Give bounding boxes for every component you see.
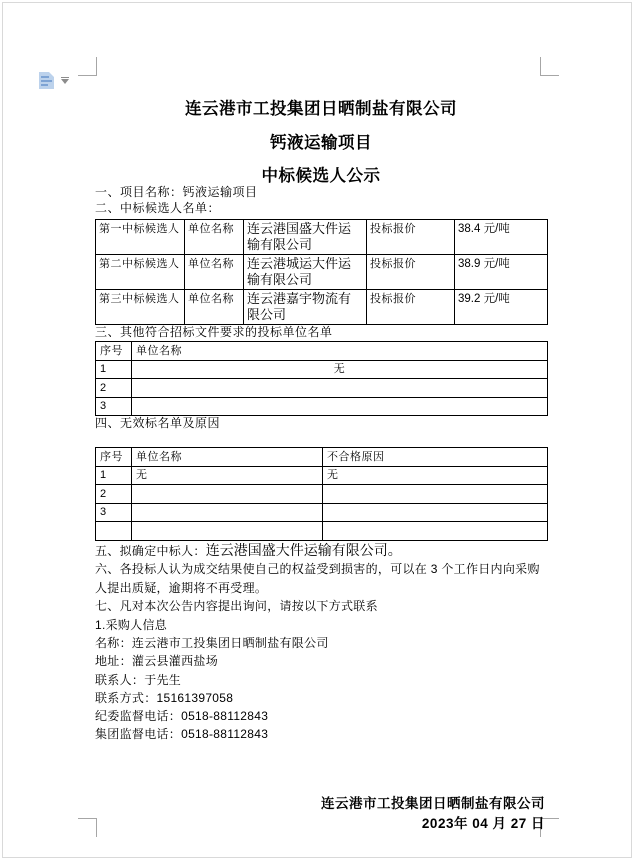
chevron-bar — [61, 77, 69, 78]
margin-crop-mark-bottom-left — [78, 818, 97, 837]
bid-price-label: 投标报价 — [367, 220, 455, 255]
signature-block — [321, 794, 545, 833]
doc-title-company: 连云港市工投集团日晒制盐有限公司 — [185, 100, 457, 118]
table-row — [96, 255, 548, 290]
table-row — [96, 290, 548, 325]
section-5-winner — [95, 541, 547, 561]
purchaser-info-heading: 1.采购人信息 — [95, 617, 168, 632]
column-header-reason: 不合格原因 — [323, 448, 548, 467]
invalid-reason-cell — [323, 485, 548, 504]
bid-price-value: 38.4 元/吨 — [455, 220, 548, 255]
row-index: 1 — [96, 466, 132, 485]
table-header-row — [96, 342, 548, 361]
row-index: 2 — [96, 379, 132, 398]
invalid-unit-cell: 无 — [132, 466, 323, 485]
column-header-index: 序号 — [96, 448, 132, 467]
invalid-unit-cell — [132, 522, 323, 541]
candidate-unit-name: 连云港嘉宇物流有限公司 — [244, 290, 367, 325]
table-row — [96, 379, 548, 398]
page-fold-corner — [49, 72, 54, 77]
row-index — [96, 522, 132, 541]
invalid-reason-cell — [323, 503, 548, 522]
bid-price-label: 投标报价 — [367, 255, 455, 290]
section-5-prefix: 五、拟确定中标人： — [95, 543, 206, 558]
table-row — [96, 360, 548, 379]
section-4-heading: 四、无效标名单及原因 — [95, 416, 221, 430]
other-bidders-table — [95, 341, 548, 416]
bid-price-label: 投标报价 — [367, 290, 455, 325]
unit-name-label: 单位名称 — [185, 290, 244, 325]
invalid-unit-cell — [132, 485, 323, 504]
candidate-unit-name: 连云港城运大件运输有限公司 — [244, 255, 367, 290]
bidder-unit-cell: 无 — [132, 360, 548, 379]
contact-phone: 联系方式：15161397058 — [95, 690, 234, 705]
column-header-unit: 单位名称 — [132, 448, 323, 467]
discipline-supervision-phone: 纪委监督电话：0518-88112843 — [95, 709, 269, 724]
bid-price-value: 39.2 元/吨 — [455, 290, 548, 325]
chevron-down-icon — [61, 79, 69, 84]
invalid-bids-table — [95, 447, 548, 541]
table-row — [96, 397, 548, 416]
candidate-rank: 第三中标候选人 — [96, 290, 185, 325]
bidder-unit-cell — [132, 397, 548, 416]
invalid-reason-cell: 无 — [323, 466, 548, 485]
purchaser-address: 地址：灌云县灌西盐场 — [95, 654, 219, 669]
row-index: 3 — [96, 397, 132, 416]
column-header-unit: 单位名称 — [132, 342, 548, 361]
bidder-unit-cell — [132, 379, 548, 398]
invalid-unit-cell — [132, 503, 323, 522]
table-row — [96, 503, 548, 522]
candidate-rank: 第一中标候选人 — [96, 220, 185, 255]
candidate-unit-name: 连云港国盛大件运输有限公司 — [244, 220, 367, 255]
purchaser-name: 名称：连云港市工投集团日晒制盐有限公司 — [95, 636, 329, 650]
bid-price-value: 38.9 元/吨 — [455, 255, 548, 290]
candidates-table — [95, 219, 548, 325]
table-row — [96, 485, 548, 504]
clipboard-icon — [39, 72, 54, 89]
row-index: 1 — [96, 360, 132, 379]
signature-company: 连云港市工投集团日晒制盐有限公司 — [321, 796, 545, 811]
candidate-rank: 第二中标候选人 — [96, 255, 185, 290]
unit-name-label: 单位名称 — [185, 220, 244, 255]
section-3-heading: 三、其他符合招标文件要求的投标单位名单 — [95, 325, 333, 339]
table-row — [96, 220, 548, 255]
table-row — [96, 466, 548, 485]
section-6-objection-notice: 六、各投标人认为成交结果使自己的权益受到损害的，可以在 3 个工作日内向采购人提出质疑，逾期将不再受理。 — [95, 562, 540, 595]
invalid-reason-cell — [323, 522, 548, 541]
paste-options-button[interactable] — [39, 72, 71, 92]
row-index: 3 — [96, 503, 132, 522]
unit-name-label: 单位名称 — [185, 255, 244, 290]
document-body — [95, 100, 547, 744]
table-header-row — [96, 448, 548, 467]
section-2-heading: 二、中标候选人名单： — [95, 201, 221, 215]
group-supervision-phone: 集团监督电话：0518-88112843 — [95, 727, 269, 742]
signature-date: 2023年 04 月 27 日 — [421, 815, 545, 831]
margin-crop-mark-top-left — [78, 57, 97, 76]
section-7-contact-heading: 七、凡对本次公告内容提出询问，请按以下方式联系 — [95, 599, 378, 613]
margin-crop-mark-top-right — [540, 57, 559, 76]
row-index: 2 — [96, 485, 132, 504]
purchaser-contact-block — [95, 634, 547, 744]
table-row — [96, 522, 548, 541]
contact-person: 联系人：于先生 — [95, 672, 182, 687]
doc-title-project: 钙液运输项目 — [270, 134, 372, 152]
section-5-winner-company: 连云港国盛大件运输有限公司。 — [205, 541, 402, 558]
column-header-index: 序号 — [96, 342, 132, 361]
section-1-project-name: 一、项目名称：钙液运输项目 — [95, 185, 258, 199]
doc-title-announcement: 中标候选人公示 — [261, 167, 381, 185]
